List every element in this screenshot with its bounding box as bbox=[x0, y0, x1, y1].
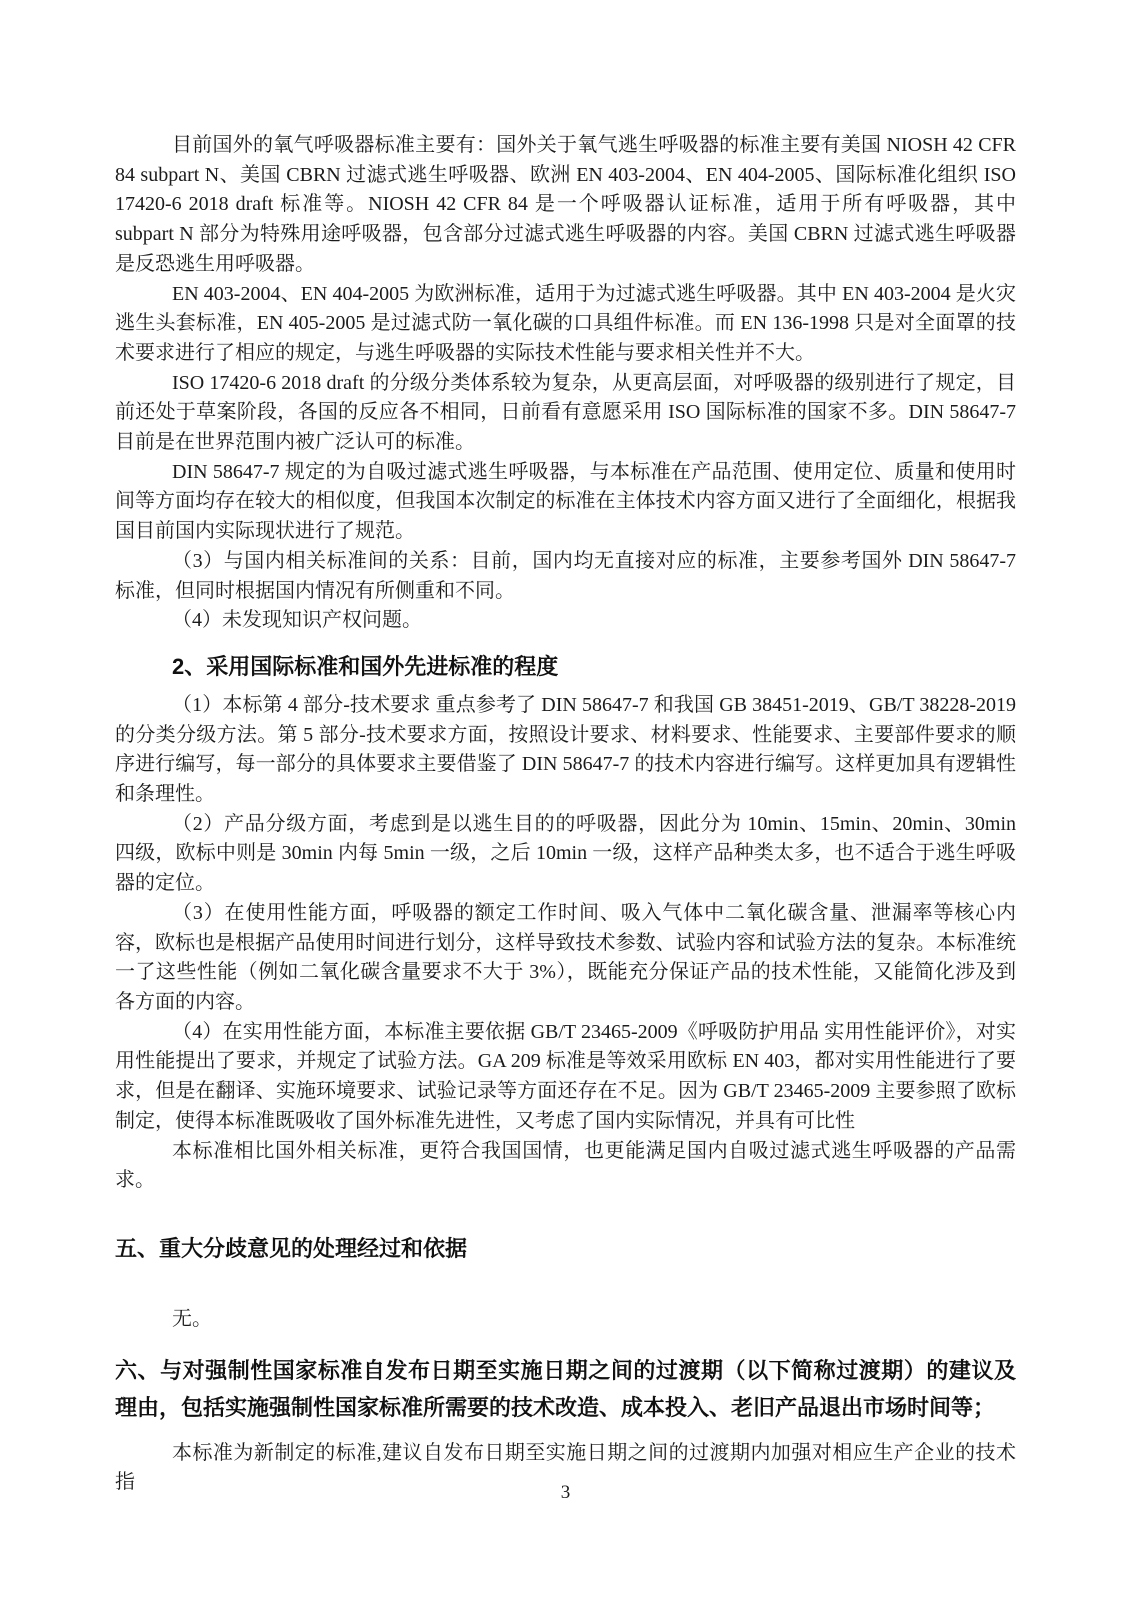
paragraph-foreign-oxygen-standards: 目前国外的氧气呼吸器标准主要有：国外关于氧气逃生呼吸器的标准主要有美国 NIOSH 42 CFR 84 subpart N、美国 CBRN 过滤式逃生呼吸器、欧洲 EN 403-2004、EN 404-2005、国际标准化组织 ISO 17420-6 2018 draft 标准等。NIOSH 42 CFR 84 是一个呼吸器认证标准，适用于所有呼吸器，其中 subpart N 部分为特殊用途呼吸器，包含部分过滤式逃生呼吸器的内容。美国 CBRN 过滤式逃生呼吸器是反恐逃生用呼吸器。 bbox=[115, 134, 1016, 275]
paragraph-standard-comparison-summary: 本标准相比国外相关标准，更符合我国国情，也更能满足国内自吸过滤式逃生呼吸器的产品需求。 bbox=[115, 1139, 1016, 1192]
paragraph-din-58647: DIN 58647-7 规定的为自吸过滤式逃生呼吸器，与本标准在产品范围、使用定位、质量和使用时间等方面均存在较大的相似度，但我国本次制定的标准在主体技术内容方面又进行了全面细化，根据我国目前国内实际现状进行了规范。 bbox=[115, 460, 1016, 543]
paragraph-iso-draft: ISO 17420-6 2018 draft 的分级分类体系较为复杂，从更高层面，对呼吸器的级别进行了规定，目前还处于草案阶段，各国的反应各不相同，日前看有意愿采用 ISO 国际标准的国家不多。DIN 58647-7 目前是在世界范围内被广泛认可的标准。 bbox=[115, 371, 1016, 454]
paragraph-domestic-standards-relation: （3）与国内相关标准间的关系：目前，国内均无直接对应的标准，主要参考国外 DIN 58647-7 标准，但同时根据国内情况有所侧重和不同。 bbox=[115, 549, 1016, 602]
document-body bbox=[115, 131, 1016, 1498]
paragraph-intellectual-property: （4）未发现知识产权问题。 bbox=[172, 609, 422, 632]
page-number: 3 bbox=[560, 1482, 571, 1503]
paragraph-no-disputes: 无。 bbox=[172, 1307, 212, 1330]
heading-transition-period: 六、与对强制性国家标准自发布日期至实施日期之间的过渡期（以下简称过渡期）的建议及理由，包括实施强制性国家标准所需要的技术改造、成本投入、老旧产品退出市场时间等； bbox=[115, 1357, 1016, 1420]
heading-major-disputes: 五、重大分歧意见的处理经过和依据 bbox=[115, 1235, 468, 1261]
paragraph-transition-recommendation: 本标准为新制定的标准,建议自发布日期至实施日期之间的过渡期内加强对相应生产企业的技术指 bbox=[115, 1441, 1016, 1494]
page-footer bbox=[0, 1478, 1131, 1507]
paragraph-usage-performance: （3）在使用性能方面，呼吸器的额定工作时间、吸入气体中二氧化碳含量、泄漏率等核心内容，欧标也是根据产品使用时间进行划分，这样导致技术参数、试验内容和试验方法的复杂。本标准统一了这些性能（例如二氧化碳含量要求不大于 3%），既能充分保证产品的技术性能，又能简化涉及到各方面的内容。 bbox=[115, 901, 1016, 1013]
paragraph-practical-performance: （4）在实用性能方面，本标准主要依据 GB/T 23465-2009《呼吸防护用品 实用性能评价》，对实用性能提出了要求，并规定了试验方法。GA 209 标准是等效采用欧标 EN 403，都对实用性能进行了要求，但是在翻译、实施环境要求、试验记录等方面还存在不足。因为 GB/T 23465-2009 主要参照了欧标制定，使得本标准既吸收了国外标准先进性，又考虑了国内实际情况，并具有可比性 bbox=[115, 1020, 1016, 1132]
paragraph-adoption-technical-requirements: （1）本标第 4 部分-技术要求 重点参考了 DIN 58647-7 和我国 GB 38451-2019、GB/T 38228-2019 的分类分级方法。第 5 部分-技术要求方面，按照设计要求、材料要求、性能要求、主要部件要求的顺序进行编写，每一部分的具体要求主要借鉴了 DIN 58647-7 的技术内容进行编写。这样更加具有逻辑性和条理性。 bbox=[115, 693, 1016, 806]
paragraph-en-standards: EN 403-2004、EN 404-2005 为欧洲标准，适用于为过滤式逃生呼吸器。其中 EN 403-2004 是火灾逃生头套标准，EN 405-2005 是过滤式防一氧化碳的口具组件标准。而 EN 136-1998 只是对全面罩的技术要求进行了相应的规定，与逃生呼吸器的实际技术性能与要求相关性并不大。 bbox=[115, 282, 1016, 364]
heading-adoption-of-international-standards: 2、采用国际标准和国外先进标准的程度 bbox=[172, 653, 559, 679]
paragraph-product-classification: （2）产品分级方面，考虑到是以逃生目的的呼吸器，因此分为 10min、15min、20min、30min 四级，欧标中则是 30min 内每 5min 一级，之后 10min 一级，这样产品种类太多，也不适合于逃生呼吸器的定位。 bbox=[115, 812, 1016, 895]
